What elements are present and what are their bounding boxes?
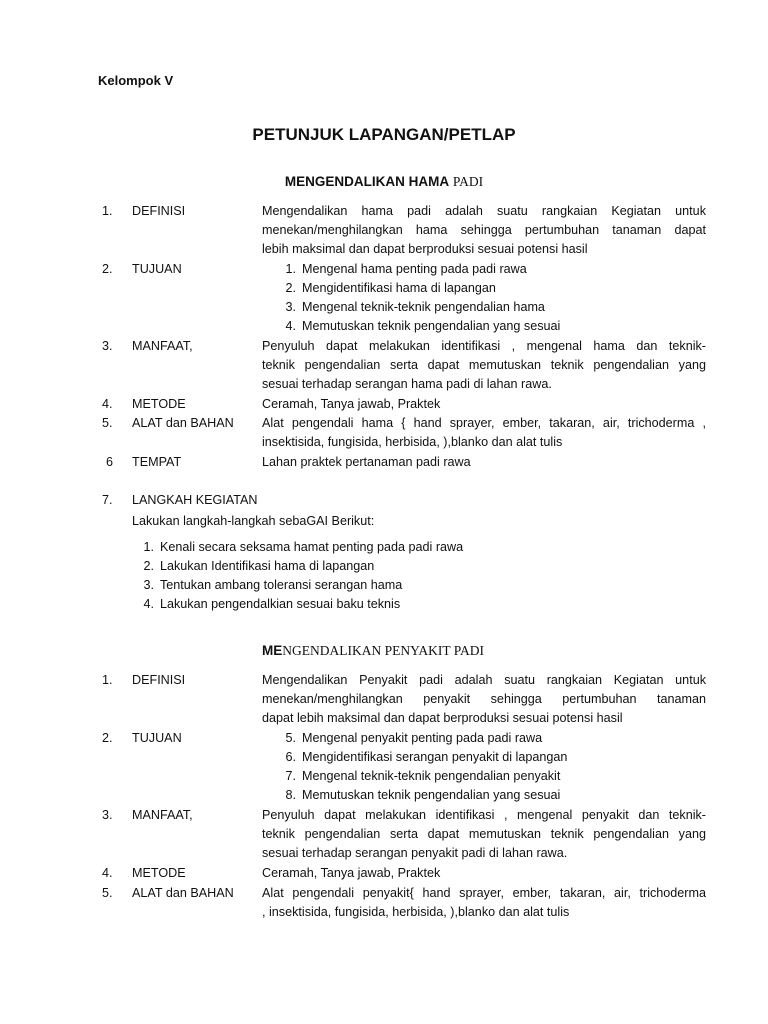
- row-number: 6: [106, 455, 114, 469]
- list-item-text: Mengidentifikasi serangan penyakit di lapangan: [302, 750, 568, 764]
- list-item-text: Mengenal teknik-teknik pengendalian penyakit: [302, 769, 561, 783]
- list-item-text: Tentukan ambang toleransi serangan hama: [160, 578, 403, 592]
- alat-line: Alat pengendali hama { hand sprayer, ember, takaran, air, trichoderma ,: [262, 416, 706, 430]
- list-item-number: 2.: [143, 559, 154, 573]
- list-item-text: Memutuskan teknik pengendalian yang sesuai: [302, 319, 561, 333]
- list-item-text: Mengenal hama penting pada padi rawa: [302, 262, 527, 276]
- list-item-text: Lakukan pengendalkian sesuai baku teknis: [160, 597, 401, 611]
- row-number: 4.: [102, 866, 113, 880]
- section-heading-bold: MENGENDALIKAN HAMA: [284, 174, 450, 189]
- list-item-text: Mengenal penyakit penting pada padi rawa: [302, 731, 543, 745]
- section-heading-rest: NGENDALIKAN PENYAKIT PADI: [282, 643, 484, 658]
- row-label: TEMPAT: [132, 455, 182, 469]
- manfaat-line: Penyuluh dapat melakukan identifikasi , mengenal hama dan teknik-: [262, 339, 706, 353]
- list-item-text: Memutuskan teknik pengendalian yang sesuai: [302, 788, 561, 802]
- tempat-text: Lahan praktek pertanaman padi rawa: [262, 455, 471, 469]
- row-number: 5.: [102, 416, 113, 430]
- row-number: 4.: [102, 397, 113, 411]
- row-number: 7.: [102, 493, 113, 507]
- definisi-line: menekan/menghilangkan penyakit sehingga pertumbuhan tanaman: [262, 692, 706, 706]
- row-number: 3.: [102, 339, 113, 353]
- row-number: 2.: [102, 731, 113, 745]
- definisi-line: Mengendalikan hama padi adalah suatu rangkaian Kegiatan untuk: [262, 204, 706, 218]
- row-label: DEFINISI: [132, 204, 186, 218]
- list-item-number: 8.: [285, 788, 296, 802]
- manfaat-line: sesuai terhadap serangan hama padi di lahan rawa.: [262, 377, 552, 391]
- section-heading-penyakit: [262, 643, 484, 659]
- group-label: Kelompok V: [98, 73, 174, 88]
- row-label: LANGKAH KEGIATAN: [132, 493, 258, 507]
- metode-text: Ceramah, Tanya jawab, Praktek: [262, 397, 441, 411]
- alat-line: Alat pengendali penyakit{ hand sprayer, ember, takaran, air, trichoderma: [262, 886, 706, 900]
- manfaat-line: Penyuluh dapat melakukan identifikasi , mengenal penyakit dan teknik-: [262, 808, 706, 822]
- section-heading-bold: ME: [262, 643, 283, 658]
- row-label: DEFINISI: [132, 673, 186, 687]
- section-heading-hama: [0, 174, 768, 190]
- row-number: 1.: [102, 204, 113, 218]
- row-label: ALAT dan BAHAN: [132, 416, 234, 430]
- list-item-text: Mengenal teknik-teknik pengendalian hama: [302, 300, 545, 314]
- list-item-number: 3.: [143, 578, 154, 592]
- manfaat-line: teknik pengendalian serta dapat memutuskan teknik pengendalian yang: [262, 358, 706, 372]
- list-item-text: Mengidentifikasi hama di lapangan: [302, 281, 496, 295]
- row-number: 1.: [102, 673, 113, 687]
- alat-line: insektisida, fungisida, herbisida, ),blanko dan alat tulis: [262, 435, 563, 449]
- list-item-number: 5.: [285, 731, 296, 745]
- row-label: TUJUAN: [132, 731, 182, 745]
- metode-text: Ceramah, Tanya jawab, Praktek: [262, 866, 441, 880]
- list-item-number: 4.: [285, 319, 296, 333]
- definisi-line: lebih maksimal dan dapat berproduksi sesuai potensi hasil: [262, 242, 588, 256]
- row-label: MANFAAT,: [132, 808, 193, 822]
- list-item-number: 7.: [285, 769, 296, 783]
- list-item-number: 4.: [143, 597, 154, 611]
- manfaat-line: teknik pengendalian serta dapat memutuskan teknik pengendalian yang: [262, 827, 706, 841]
- manfaat-line: sesuai terhadap serangan penyakit padi di lahan rawa.: [262, 846, 568, 860]
- row-number: 5.: [102, 886, 113, 900]
- definisi-line: dapat lebih maksimal dan dapat berproduksi sesuai potensi hasil: [262, 711, 623, 725]
- row-label: MANFAAT,: [132, 339, 193, 353]
- row-label: METODE: [132, 397, 186, 411]
- row-label: ALAT dan BAHAN: [132, 886, 234, 900]
- alat-line: , insektisida, fungisida, herbisida, ),blanko dan alat tulis: [262, 905, 570, 919]
- list-item-text: Kenali secara seksama hamat penting pada padi rawa: [160, 540, 464, 554]
- list-item-number: 1.: [143, 540, 154, 554]
- definisi-line: Mengendalikan Penyakit padi adalah suatu rangkaian Kegiatan untuk: [262, 673, 706, 687]
- list-item-number: 1.: [285, 262, 296, 276]
- row-label: TUJUAN: [132, 262, 182, 276]
- definisi-line: menekan/menghilangkan hama sehingga pertumbuhan tanaman dapat: [262, 223, 706, 237]
- list-item-number: 3.: [285, 300, 296, 314]
- row-label: METODE: [132, 866, 186, 880]
- section-heading-rest: PADI: [452, 174, 484, 189]
- list-item-number: 2.: [285, 281, 296, 295]
- langkah-intro: Lakukan langkah-langkah sebaGAI Berikut:: [132, 514, 375, 528]
- document-title: PETUNJUK LAPANGAN/PETLAP: [252, 125, 516, 144]
- row-number: 2.: [102, 262, 113, 276]
- list-item-number: 6.: [285, 750, 296, 764]
- row-number: 3.: [102, 808, 113, 822]
- list-item-text: Lakukan Identifikasi hama di lapangan: [160, 559, 375, 573]
